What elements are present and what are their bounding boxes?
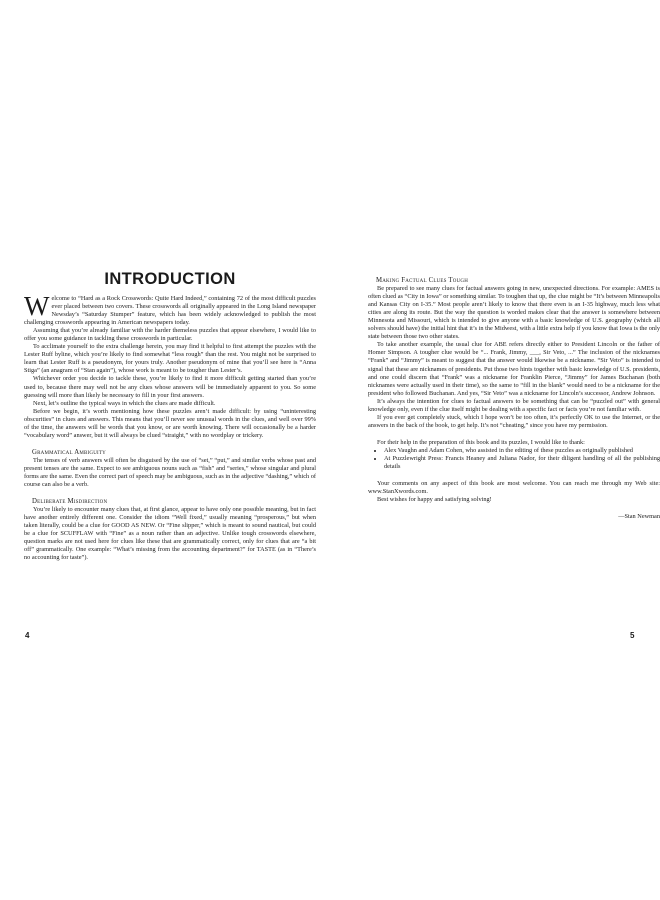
drop-cap: W xyxy=(24,291,50,321)
body-paragraph: It’s always the intention for clues to factual answers to be something that can be “puzzled out” with general knowledge only, even if the clue itself might be dealing with a specific fact or facts you’re not familiar with. xyxy=(368,397,660,413)
page-number: 5 xyxy=(630,631,635,640)
body-paragraph: Whichever order you decide to tackle these, you’re likely to find it more difficult getting started than you’re used to, because there may well not be any clues whose answers will be immediately apparent to you. So some guessing will more than likely be necessary to fill in your first answers. xyxy=(24,375,316,399)
section-heading: Deliberate Misdirection xyxy=(32,498,108,506)
list-item: • Alex Vaughn and Adam Cohen, who assisted in the editing of these puzzles as originally published xyxy=(384,447,660,455)
body-paragraph: To acclimate yourself to the extra challenge herein, you may find it helpful to first attempt the puzzles with the Lester Ruff byline, which you’re likely to find somewhat “less rough” than the rest. You might not be surprised to learn that Lester Ruff is a pseudonym, for yours truly. Another pseudonym of mine that you’ll see here is “Anna Stiga” (an anagram of “Stan again”), whose work is meant to be tougher than Lester’s. xyxy=(24,343,316,375)
spacer xyxy=(368,471,660,480)
left-text-column xyxy=(24,291,316,562)
body-paragraph: To take another example, the usual clue for ABE refers directly either to President Lincoln or the father of Homer Simpson. A tougher clue would be “... Frank, Jimmy, ___, Sir Veto, ...” The inclusion of the nicknames “Frank” and “Jimmy” is meant to suggest that the answer would likewise be a nickname. “Sir Veto” is intended to signal that these are nicknames of presidents. Put those two hints together with basic knowledge of U.S. presidents, and one could discern that “Frank” was a nickname for Franklin Pierce, “Jimmy” for James Buchanan (both nicknames were actually used in their time), so the same to “fill in the blank” would need to be a nickname for the president who followed Buchanan. And yes, “Sir Veto” was a nickname for Lincoln’s successor, Andrew Johnson. xyxy=(368,341,660,397)
right-page xyxy=(330,0,660,900)
body-paragraph: Best wishes for happy and satisfying solving! xyxy=(377,496,492,504)
signature: —Stan Newman xyxy=(618,513,660,521)
body-paragraph: If you ever get completely stuck, which I hope won’t be too often, it’s perfectly OK to use the Internet, or the answers in the back of the book, to get help. It’s not “cheating,” since you have my permission. xyxy=(368,413,660,429)
page-number: 4 xyxy=(25,631,30,640)
body-paragraph: Before we begin, it’s worth mentioning how these puzzles aren’t made difficult: by using “uninteresting obscurities” in clues and answers. This means that you’ll never see unusual words in the clues, and well over 99% of the time, the answers will be words that you know, or are worth knowing. There will occasionally be a harder “vocabulary word” answer, but it will always be clued “straight,” with no wordplay or trickery. xyxy=(24,407,316,439)
list-item: • At Puzzlewright Press: Francis Heaney and Juliana Nador, for their diligent handling of all the publishing details xyxy=(384,455,660,471)
page-title: INTRODUCTION xyxy=(104,270,236,288)
acknowledgements-list xyxy=(368,447,660,471)
section-heading: Grammatical Ambiguity xyxy=(32,448,106,456)
right-text-column xyxy=(368,277,660,521)
body-paragraph: You’re likely to encounter many clues that, at first glance, appear to have only one possible meaning, but in fact have another entirely different one. Consider the idiom “Well fixed,” usually meaning “prosperous,” but when taken literally, could be a clue for GOOD AS NEW. Or “Fine slipper,” which is meant to sound nautical, but could be a clue for SCUFFLAW with “Fine” as a noun rather than an adjective. Unlike tough crosswords elsewhere, question marks are not used here for clues like these that are grammatically correct, only for clues that are “a bit off” grammatically. One example: “What’s missing from the accounting department?” for TASTE (as in “There’s no accounting for taste”). xyxy=(24,506,316,562)
body-paragraph: The tenses of verb answers will often be disguised by the use of “set,” “put,” and similar verbs whose past and present tenses are the same. Expect to see ambiguous nouns such as “fish” and “series,” whose singular and plural forms are the same. Even the correct part of speech may be ambiguous, such as in the adjective “dashing,” which of course can also be a verb. xyxy=(24,456,316,489)
body-paragraph: For their help in the preparation of this book and its puzzles, I would like to thank: xyxy=(377,438,585,446)
body-paragraph: Your comments on any aspect of this book are most welcome. You can reach me through my Web site: www.StanXwords.com. xyxy=(368,480,660,496)
body-paragraph: Assuming that you’re already familiar with the harder themeless puzzles that appear elsewhere, I would like to offer you some guidance in tackling these crosswords in particular. xyxy=(24,327,316,343)
spacer xyxy=(368,430,660,439)
body-paragraph: Be prepared to see many clues for factual answers going in new, unexpected directions. For example: AMES is often clued as “City in Iowa” or something similar. To toughen that up, the clue might be “It’s between Minneapolis and Kansas City on I-35.” Most people aren’t likely to know that there even is an I-35 highway, much less what cities are along its route. But the way the question is worded makes clear that the answer is somewhere between Minnesota and Missouri, which is intended to give anyone with a basic knowledge of U.S. geography (which all solvers should have) the initial hint that it’s in the Midwest, with a little extra help if you know that Iowa is the only state between those two other states. xyxy=(368,285,660,341)
body-paragraph: Next, let’s outline the typical ways in which the clues are made difficult. xyxy=(33,399,216,407)
section-heading: Making Factual Clues Tough xyxy=(376,277,469,284)
intro-text: elcome to “Hard as a Rock Crosswords: Quite Hard Indeed,” containing 72 of the most difficult puzzles ever placed between two covers. These crosswords all originally appeared in the Long Island newspaper Newsday’s “Saturday Stumper” feature, which has been widely acknowledged to publish the most challenging crosswords appearing in American newspapers today. xyxy=(24,295,316,327)
intro-paragraph xyxy=(24,291,316,327)
